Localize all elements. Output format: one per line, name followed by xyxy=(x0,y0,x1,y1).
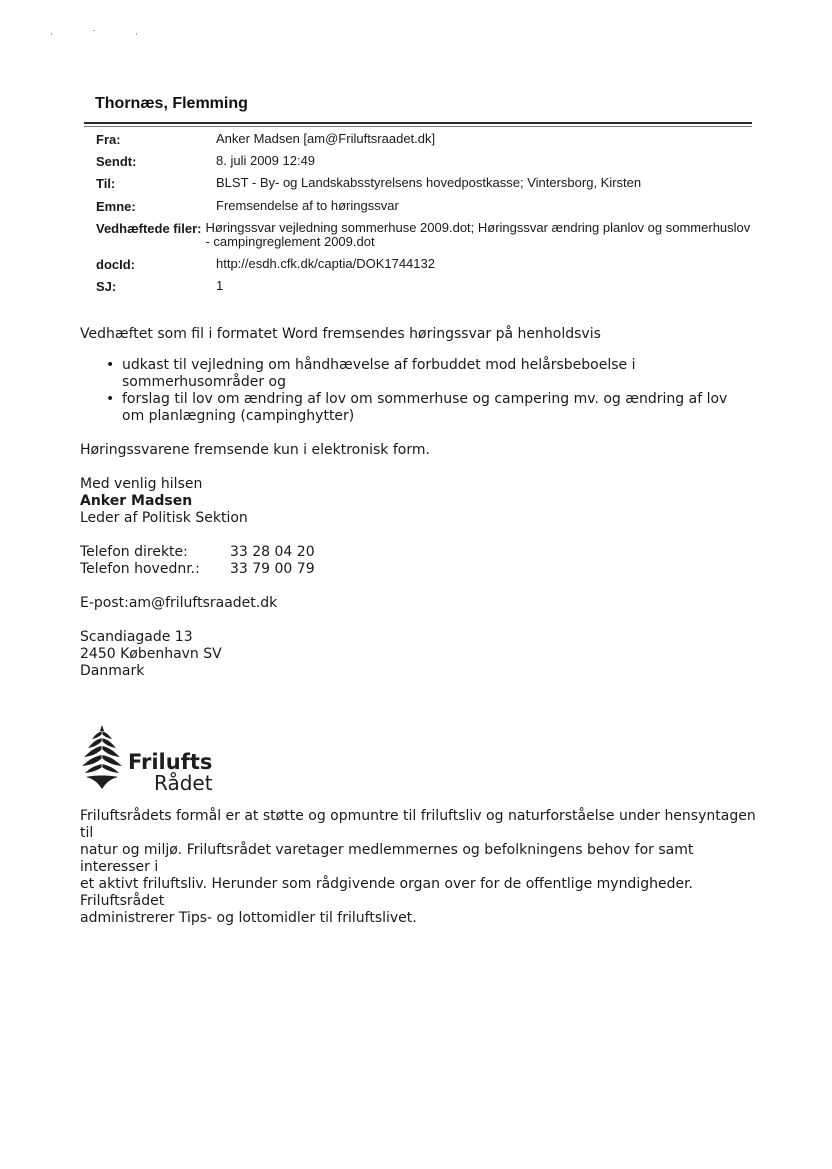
logo-wordmark-line2: Rådet xyxy=(154,771,213,795)
email-header-block xyxy=(96,132,756,301)
header-rule xyxy=(84,122,752,124)
electronic-note: Høringssvarene fremsende kun i elektronisk form. xyxy=(80,442,430,458)
list-item-line: udkast til vejledning om håndhævelse af forbuddet mod helårsbeboelse i xyxy=(122,357,636,373)
phone-main-label: Telefon hovednr.: xyxy=(80,561,200,577)
header-label: SJ: xyxy=(96,279,117,294)
header-value-from: Anker Madsen [am@Friluftsraadet.dk] xyxy=(216,131,436,146)
organisation-footer xyxy=(80,808,770,927)
header-row-attachments xyxy=(96,221,756,257)
phone-block xyxy=(80,544,770,578)
footer-line: Friluftsrådet xyxy=(80,893,165,909)
list-item-line: forslag til lov om ændring af lov om sommerhuse og campering mv. og ændring af lov xyxy=(122,391,728,407)
header-rule-thin xyxy=(84,126,752,127)
header-row-sj xyxy=(96,279,756,301)
list-item-line: om planlægning (campinghytter) xyxy=(122,408,355,424)
signer-name: Anker Madsen xyxy=(80,493,193,509)
header-label: Emne: xyxy=(96,199,136,214)
footer-line: til xyxy=(80,825,94,841)
header-label: Vedhæftede filer: xyxy=(96,221,202,236)
header-row-to xyxy=(96,176,756,199)
header-value-sent: 8. juli 2009 12:49 xyxy=(216,153,316,168)
footer-line: interesser i xyxy=(80,859,159,875)
header-label: docId: xyxy=(96,257,135,272)
email-body xyxy=(80,326,770,680)
greeting: Med venlig hilsen xyxy=(80,476,203,492)
header-value-docid: http://esdh.cfk.dk/captia/DOK1744132 xyxy=(216,256,435,271)
footer-line: Friluftsrådets formål er at støtte og opmuntre til friluftsliv og naturforståelse under hensyntagen xyxy=(80,808,756,824)
header-row-from xyxy=(96,132,756,154)
header-row-sent xyxy=(96,154,756,176)
address-block xyxy=(80,629,770,680)
bullet-icon: • xyxy=(106,391,115,407)
phone-direct-row xyxy=(80,544,770,561)
phone-main-row xyxy=(80,561,770,578)
attachment-list xyxy=(80,357,770,425)
header-row-subject xyxy=(96,199,756,221)
address-country: Danmark xyxy=(80,663,145,679)
friluftsraadet-logo xyxy=(80,723,250,793)
signer-title: Leder af Politisk Sektion xyxy=(80,510,248,526)
header-value-sj: 1 xyxy=(216,278,224,293)
footer-line: administrerer Tips- og lottomidler til friluftslivet. xyxy=(80,910,417,926)
list-item xyxy=(106,357,770,391)
phone-direct-value: 33 28 04 20 xyxy=(230,544,315,560)
header-label: Sendt: xyxy=(96,154,137,169)
header-value-subject: Fremsendelse af to høringssvar xyxy=(216,198,399,213)
list-item-line: sommerhusområder og xyxy=(122,374,286,390)
header-label: Fra: xyxy=(96,132,121,147)
address-city: 2450 København SV xyxy=(80,646,222,662)
logo-wordmark-line1: Frilufts xyxy=(128,750,213,774)
footer-line: et aktivt friluftsliv. Herunder som rådgivende organ over for de offentlige myndigheder. xyxy=(80,876,694,892)
list-item xyxy=(106,391,770,425)
scan-specks: · ˙ · xyxy=(50,30,156,40)
address-street: Scandiagade 13 xyxy=(80,629,193,645)
fern-leaf-icon xyxy=(80,723,124,793)
sender-name: Thornæs, Flemming xyxy=(95,95,248,112)
footer-line: natur og miljø. Friluftsrådet varetager medlemmernes og befolkningens behov for samt xyxy=(80,842,694,858)
phone-main-value: 33 79 00 79 xyxy=(230,561,315,577)
header-row-docid xyxy=(96,257,756,279)
phone-direct-label: Telefon direkte: xyxy=(80,544,188,560)
header-value-attachments: Høringssvar vejledning sommerhuse 2009.dot; Høringssvar ændring planlov og sommerhuslov - campingreglement 2009.dot xyxy=(205,220,751,249)
email-address-line: E-post:am@friluftsraadet.dk xyxy=(80,595,278,611)
header-value-to: BLST - By- og Landskabsstyrelsens hovedpostkasse; Vintersborg, Kirsten xyxy=(216,175,642,190)
body-intro: Vedhæftet som fil i formatet Word fremsendes høringssvar på henholdsvis xyxy=(80,326,601,342)
header-label: Til: xyxy=(96,176,116,191)
bullet-icon: • xyxy=(106,357,115,373)
